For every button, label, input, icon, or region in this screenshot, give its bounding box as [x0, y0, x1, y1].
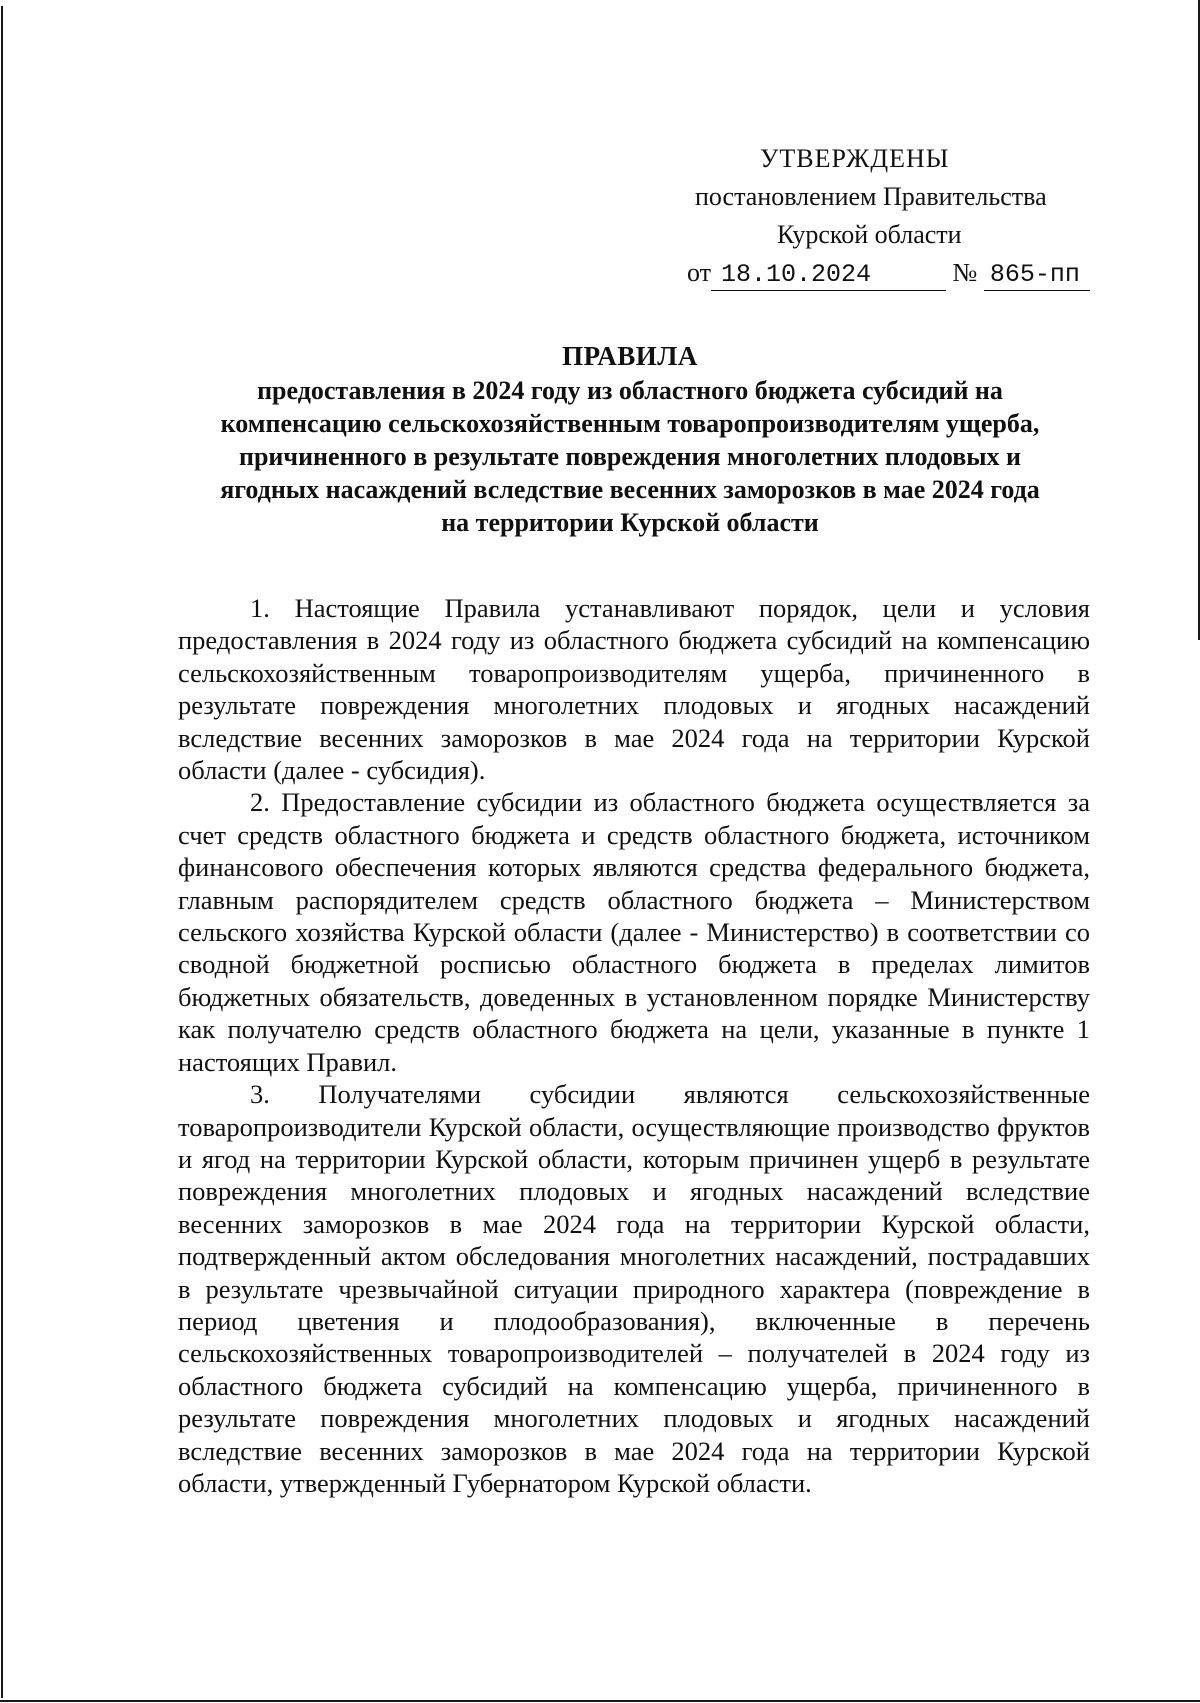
approval-number: 865-пп [984, 260, 1090, 291]
heading-line: причиненного в результате повреждения многолетних плодовых и [238, 442, 1022, 471]
heading-line: на территории Курской области [441, 508, 819, 537]
heading-line: предоставления в 2024 году из областного бюджета субсидий на [257, 376, 1003, 405]
document-title: ПРАВИЛА [562, 341, 698, 371]
heading-line: компенсацию сельскохозяйственным товаропроизводителям ущерба, [220, 409, 1040, 438]
approval-region: Курской области [777, 220, 962, 249]
scan-bottom-edge [0, 1700, 1200, 1702]
scan-left-edge [1, 6, 3, 1698]
paragraph-2: 2. Предоставление субсидии из областного бюджета осуществляется за счет средств областного бюджета и средств областного бюджета, источником финансового обеспечения которых являются средства федерального бюджета, главным распорядителем средств областного бюджета – Министерством сельского хозяйства Курской области (далее - Министерство) в соответствии со сводной бюджетной росписью областного бюджета в пределах лимитов бюджетных обязательств, доведенных в установленном порядке Министерству как получателю средств областного бюджета на цели, указанные в пункте 1 настоящих Правил. [178, 787, 1090, 1077]
approval-authority: постановлением Правительства [695, 182, 1047, 211]
heading-line: ягодных насаждений вследствие весенних заморозков в мае 2024 года [220, 475, 1040, 504]
paragraph-1: 1. Настоящие Правила устанавливают порядок, цели и условия предоставления в 2024 году из областного бюджета субсидий на компенсацию сельскохозяйственным товаропроизводителям ущерба, причиненного в результате повреждения многолетних плодовых и ягодных насаждений вследствие весенних заморозков в мае 2024 года на территории Курской области (далее - субсидия). [178, 593, 1090, 786]
approval-date: 18.10.2024 [711, 260, 946, 291]
number-prefix: № [952, 258, 978, 287]
document-heading [160, 340, 1100, 539]
document-body [178, 592, 1090, 1499]
approval-title: УТВЕРЖДЕНЫ [760, 144, 950, 173]
approval-block [600, 140, 1080, 292]
date-prefix: от [687, 258, 712, 287]
paragraph-3: 3. Получателями субсидии являются сельскохозяйственные товаропроизводители Курской области, осуществляющие производство фруктов и ягод на территории Курской области, которым причинен ущерб в результате повреждения многолетних плодовых и ягодных насаждений вследствие весенних заморозков в мае 2024 года на территории Курской области, подтвержденный актом обследования многолетних насаждений, пострадавших в результате чрезвычайной ситуации природного характера (повреждение в период цветения и плодообразования), включенные в перечень сельскохозяйственных товаропроизводителей – получателей в 2024 году из областного бюджета субсидий на компенсацию ущерба, причиненного в результате повреждения многолетних плодовых и ягодных насаждений вследствие весенних заморозков в мае 2024 года на территории Курской области, утвержденный Губернатором Курской области. [178, 1079, 1090, 1498]
approval-date-line [600, 254, 1080, 292]
